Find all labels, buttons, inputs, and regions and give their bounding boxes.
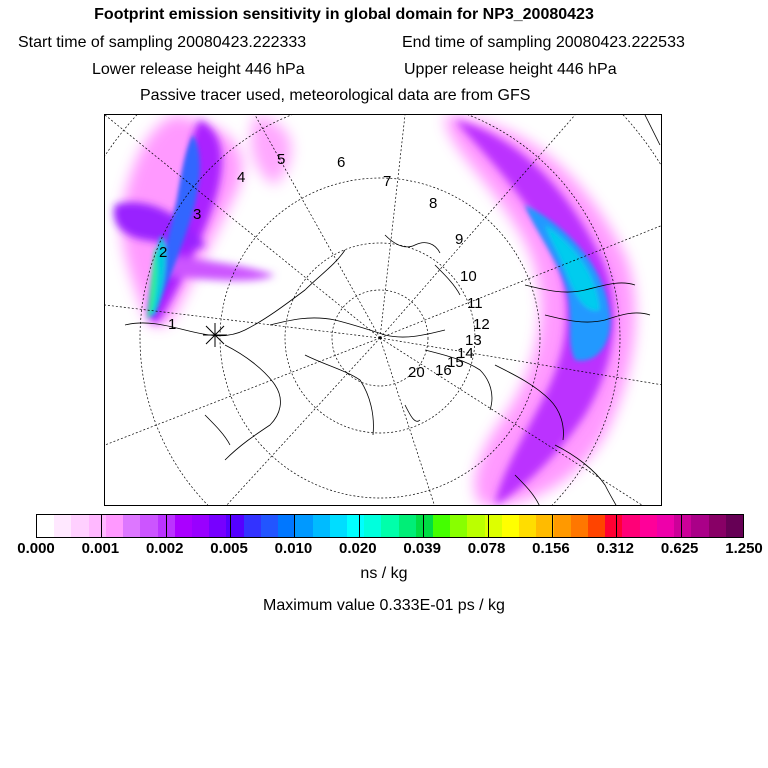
lower-release-height-label: Lower release height 446 hPa <box>92 61 305 78</box>
colorbar-segment <box>691 515 708 537</box>
colorbar-segment <box>588 515 605 537</box>
colorbar-segment <box>381 515 398 537</box>
colorbar-divider <box>359 515 360 537</box>
colorbar-segment <box>330 515 347 537</box>
map-title: Footprint emission sensitivity in global domain for NP3_20080423 <box>94 6 594 23</box>
colorbar-segment <box>261 515 278 537</box>
colorbar-segment <box>295 515 312 537</box>
colorbar-segment <box>674 515 691 537</box>
colorbar-segment <box>726 515 743 537</box>
colorbar-tick-label: 0.020 <box>339 540 377 557</box>
colorbar-segment <box>71 515 88 537</box>
trajectory-label: 11 <box>467 295 483 312</box>
colorbar-divider <box>616 515 617 537</box>
colorbar-segment <box>175 515 192 537</box>
colorbar-tick-label: 0.039 <box>403 540 441 557</box>
map-canvas <box>105 115 662 506</box>
colorbar-tick-label: 0.625 <box>660 540 699 557</box>
colorbar-segment <box>140 515 157 537</box>
sensitivity-field <box>114 115 635 506</box>
colorbar-segment <box>278 515 295 537</box>
colorbar-segment <box>622 515 639 537</box>
end-time-label: End time of sampling 20080423.222533 <box>402 34 685 51</box>
colorbar-divider <box>166 515 167 537</box>
map-panel <box>104 114 662 506</box>
trajectory-label: 16 <box>435 362 452 379</box>
colorbar-divider <box>552 515 553 537</box>
trajectory-label: 7 <box>383 173 392 190</box>
colorbar-segment <box>416 515 433 537</box>
trajectory-label: 14 <box>457 345 474 362</box>
trajectory-label: 9 <box>455 231 464 248</box>
colorbar-segment <box>209 515 226 537</box>
trajectory-label: 4 <box>237 169 246 186</box>
colorbar-segment <box>502 515 519 537</box>
colorbar-segment <box>244 515 261 537</box>
colorbar-tick-label: 0.000 <box>17 540 55 557</box>
colorbar-divider <box>294 515 295 537</box>
colorbar-divider <box>423 515 424 537</box>
colorbar-segment <box>554 515 571 537</box>
colorbar-divider <box>488 515 489 537</box>
trajectory-label: 20 <box>408 364 425 381</box>
colorbar-tick-label: 0.156 <box>532 540 570 557</box>
trajectory-label: 10 <box>460 268 477 285</box>
colorbar-divider <box>101 515 102 537</box>
start-time-label: Start time of sampling 20080423.222333 <box>18 34 307 51</box>
trajectory-label: 15 <box>447 354 464 371</box>
colorbar-segment <box>709 515 726 537</box>
trajectory-label: 5 <box>277 151 286 168</box>
colorbar-segment <box>450 515 467 537</box>
colorbar-segment <box>226 515 243 537</box>
colorbar-tick-label: 0.010 <box>274 540 313 557</box>
colorbar-segment <box>519 515 536 537</box>
colorbar-tick-label: 0.002 <box>145 540 184 557</box>
trajectory-label: 2 <box>159 244 168 261</box>
tracer-note: Passive tracer used, meteorological data are from GFS <box>140 87 531 104</box>
colorbar-segment <box>347 515 364 537</box>
colorbar-segment <box>192 515 209 537</box>
colorbar-segment <box>467 515 484 537</box>
colorbar-segment <box>433 515 450 537</box>
colorbar-segment <box>123 515 140 537</box>
colorbar-divider <box>230 515 231 537</box>
colorbar-tick-label: 0.078 <box>467 540 506 557</box>
colorbar-segment <box>399 515 416 537</box>
colorbar-segment <box>640 515 657 537</box>
colorbar-segment <box>571 515 588 537</box>
trajectory-label: 13 <box>465 332 482 349</box>
colorbar-units: ns / kg <box>360 565 408 582</box>
colorbar-divider <box>681 515 682 537</box>
colorbar-tick-label: 0.312 <box>596 540 635 557</box>
colorbar-segment <box>313 515 330 537</box>
trajectory-label: 8 <box>429 195 438 212</box>
colorbar-segment <box>54 515 71 537</box>
colorbar-segment <box>37 515 54 537</box>
colorbar <box>36 514 744 538</box>
upper-release-height-label: Upper release height 446 hPa <box>404 61 617 78</box>
trajectory-label: 3 <box>193 206 202 223</box>
colorbar-tick-label: 1.250 <box>725 540 763 557</box>
colorbar-segment <box>89 515 106 537</box>
colorbar-segment <box>605 515 622 537</box>
colorbar-segment <box>364 515 381 537</box>
trajectory-label: 6 <box>337 154 346 171</box>
trajectory-label: 1 <box>168 316 177 333</box>
colorbar-segment <box>106 515 123 537</box>
asterisk-marker-icon <box>203 323 227 347</box>
colorbar-tick-label: 0.001 <box>81 540 120 557</box>
colorbar-tick-label: 0.005 <box>210 540 248 557</box>
trajectory-label: 12 <box>473 316 490 333</box>
colorbar-segment <box>657 515 674 537</box>
maximum-value-label: Maximum value 0.333E-01 ps / kg <box>263 597 505 614</box>
